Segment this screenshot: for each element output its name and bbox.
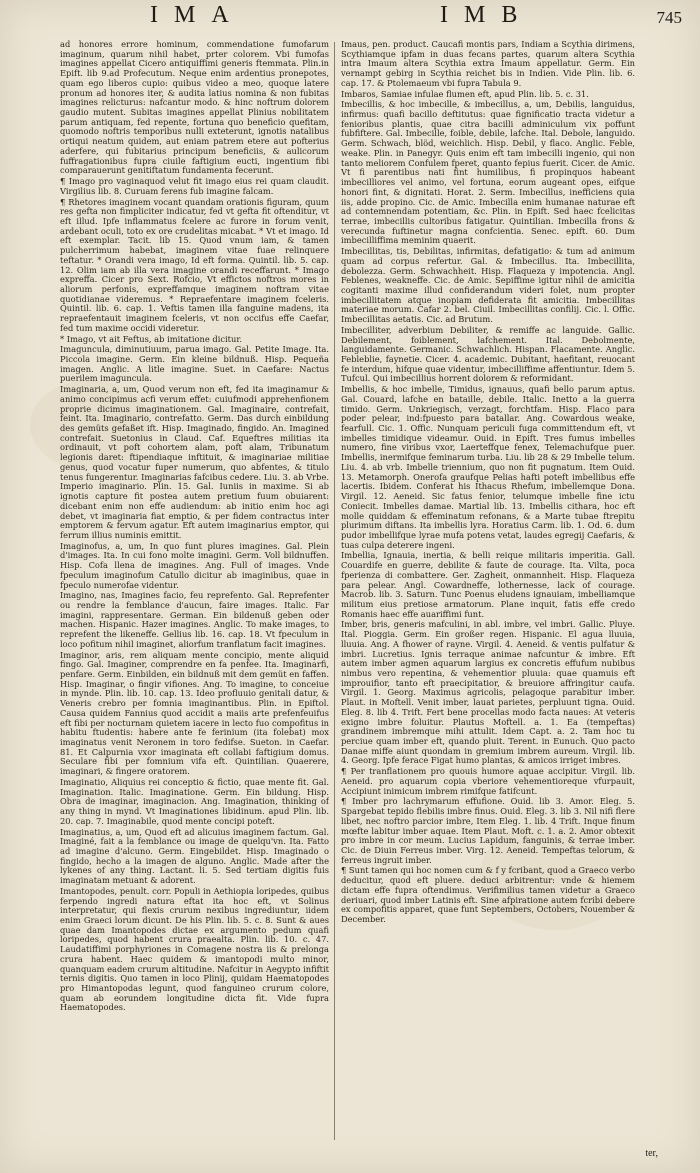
entry-paragraph: ¶ Per tranflationem pro quouis humore aquae accipitur. Virgil. lib. Aeneid. pro aquarum copia vberiore vehementioreque vfurpauit, Accipiunt inimicum imbrem rimifque fatifcunt. [341,766,635,796]
entry-paragraph: Imber, bris, generis mafculini, in abl. imbre, vel imbri. Gallic. Pluye. Ital. Pioggia. Germ. Ein großer regen. Hispanic. El agua lluuia, lluuia. Ang. A fhower of rayne. Virgil. 4. Aeneid. & ventis pulfatur & imbri. Lucretius. Ignis terraque animae nafcuntur & imbre. Eft autem imber agmen aquarum largius ex concretis effufum nubibus nimbus vero repentina, & vehementior pluuia: quae quamuis eft improuifior, tanto eft praecipitatior, & breuiore affringitur caufa. Virgil. 1. Georg. Maximus agricolis, pelagoque parabitur imber. Plaut. in Moftell. Venit imber, lauat parietes, perpluunt tigna. Ouid. Eleg. 8. lib 4. Trift. Fert bene procellas modo facta naues: At veteris exigno imbre foluitur. Plautus Moftell. a. 1. Ea (tempeftas) grandinem imbremque mihi attulit. Idem Capt. a. 2. Tam hoc tu perciue quam imber eft, quando pluit. Terent. in Eunuch. Quo pacto Danae miffe aiunt quondam in gremium imbrem aureum. Virgil. lib. 4. Georg. Ipfe ferace Figat humo plantas, & amicos irriget imbres. [341,619,635,766]
entry-paragraph: Imaginofus, a, um, In quo funt plures imagines. Gal. Plein d'images. Ita. In cui fono molte imagini. Germ. Voll bildnuffen. Hisp. Cofa llena de imagines. Ang. Full of images. Vnde fpeculum imaginofum Catullo dicitur ab imaginibus, quae in fpeculo numerofae videntur. [60,540,329,590]
entry-paragraph: Imaginaria, a, um, Quod verum non eft, fed ita imaginamur & animo concipimus acfi verum effet: cuiufmodi apprehenfionem proprie dicimus imaginationem. Gal. Imaginaire, contrefait, feint. Ita. Imaginario, contrefatto. Germ. Das durch einbildung des gemüts gefaßet ift. Hisp. Imaginado, fingido. An. Imagined contrefait. Suetonius in Claud. Caf. Equeftres militias ita ordinauit, vt poft cohortem alam, poft alam, Tribunatum legionis daret: ftipendiaque inftituit, & imaginariae militiae genus, quod vocatur fuper numerum, quo abfentes, & titulo tenus fungerentur. Imaginarias fafcibus cedere. Liu. 3. ab Vrbe. Imperio imaginario. Plin. 15. Gal. Iuniis in maxime. Si ab ignotis capture fit postea autem pretium fuum obuiarent: dicebant enim non effe audiendum: ab initio enim hoc agi debet, vt imaginaria fiat emptio, & per fidem contractus inter emptorem & fervum agatur. Eft autem imaginarius emptor, qui ferrum illius numinis emittit. [60,384,329,540]
entry-paragraph: Imagino, nas, Imagines facio, feu reprefento. Gal. Reprefenter ou rendre la femblance d'aucun, faire images. Italic. Far imagini, rappresentare. German. Ein bildenuß geben oder machen. Hispanic. Hazer imagines. Anglic. To make images, to reprefent the likeneffe. Gellius lib. 16. cap. 18. Vt fpeculum in loco pofitum nihil imaginet, aliorfum tranflatum facit imagines. [60,590,329,649]
entry-paragraph: ad honores errore hominum, commendatione fumofarum imaginum, quarum nihil habet, prter colorem. Vbi fumofas imagines appellat Cicero antiquiffimi generis ftemmata. Plin.in Epift. lib 9.ad Profecutum. Neque enim ardentius pronepotes, quam ego liberos cupio: quibus video a meo, quoque latere pronum ad honores iter, & audita latius nomina & non fubitas imagines relicturus: nafcantur modo. & hinc noftrum dolorem gaudio mutent. Subitas imagines appellat Plinius nobilitatem parum antiquam, fed repente, fortuna quo beneficio quefitam, quomodo noftris temporibus nulli exteterunt, ignotis natalibus ortiqui neatum quidem, aut eniam patrem etere aut pofterius aderfere, qui fubitarius principum beneficiis, & aulicorum fuffragationibus fupra ciuile faftigium eucti, ingentium fibi comparauerunt genitiftatum fundamenta fecerunt. [60,40,329,176]
running-head-left: IMA [150,2,245,28]
entry-paragraph: Imantopodes, penult. corr. Populi in Aethiopia loripedes, quibus ferpendo ingredi natura eftat ita hoc eft, vt Solinus interpretatur, qui flexis crurum nexibus ingrediuntur, iidem enim Graeci lorum dicunt. De his Plin. lib. 5. c. 8. Sunt & aues quae dam Imantopodes dictae ex argumento pedum quafi loripedes, quod habent crura praealta. Plin. lib. 10. c. 47. Laudatiffimi porphyriones in Comagene nostra iis & prelonga crura habent. Haec quidem & imantopodi multo minor, quanquam eadem crurum altitudine. Nafcitur in Aegypto infiftit ternis digitis. Quo tamen in loco Plinij, quidam Haematopodes pro Himantopodas legunt, quod fanguineo crurum colore, quam ab eorundem longitudine dicta fit. Vide fupra Haematopodes. [60,885,329,1013]
entry-paragraph: Imaus, pen. product. Caucafi montis pars, Indiam a Scythia dirimens, Scythiamque ipfam in duas fecans partes, quarum altera Scythia intra Imaum altera Scythia extra Imaum appellatur. Germ. Ein vernampt gebirg in Scythia reichet bis in Indien. Vide Plin. lib. 6. cap. 17. & Ptolemaeum vbi fupra Tabula 9. [341,40,635,88]
entry-paragraph: Imaguncula, diminutiuum, parua imago. Gal. Petite Image. Ita. Piccola imagine. Germ. Ein kleine bildnuß. Hisp. Pequeña imagen. Anglic. A litle imagine. Suet. in Caefare: Nactus puerilem imaguncula. [60,344,329,384]
entry-paragraph: * Imago, vt ait Feftus, ab imitatione dicitur. [60,333,243,344]
catchword: ter, [645,1148,658,1159]
page-number: 745 [656,8,682,27]
column-rule [334,42,335,1140]
right-column [341,40,635,1142]
entry-paragraph: Imaginatio, Aliquius rei conceptio & fictio, quae mente fit. Gal. Imagination. Italic. Imaginatione. Germ. Ein bildung. Hisp. Obra de imaginar, imaginacion. Ang. Imagination, thinking of any thing in mynd. Vt Imaginationes libidinum. apud Plin. lib. 20. cap. 7. Imaginabile, quod mente concipi poteft. [60,776,329,826]
entry-paragraph: Imaginatius, a, um, Quod eft ad alicuius imaginem factum. Gal. Imaginé, fait a la femblance ou image de quelqu'vn. Ita. Fatto ad imagine d'alcuno. Germ. Eingebildet. Hisp. Imaginado o fingido, hecho a la imagen de alguno. Anglic. Made after the lykenes of any thing. Lactant. li. 5. Sed tertiam digitis fuis imaginatam metuant & adorent. [60,826,329,886]
entry-paragraph: Imbecilliter, adverbium Debiliter, & remiffe ac languide. Gallic. Debilement, foiblement, lafchement. Ital. Debolmente, languidamente. Germanic. Schwachlich. Hispan. Flacamente. Anglic. Febleblie, faynetie. Cicer. 4. academic. Dubitant, haefitant, reuocant fe interdum, hifque quae videntur, imbecilliffime affentiuntur. Idem 5. Tufcul. Qui imbecillius horrent dolorem & reformidant. [341,324,635,384]
entry-paragraph: ¶ Imago pro vaginaquod velut fit imago eius rei quam claudit. Virgilius lib. 8. Curuam ferens fub imagine falcam. [60,176,329,196]
entry-paragraph: Imbaros, Samiae infulae flumen eft, apud Plin. lib. 5. c. 31. [341,88,589,99]
entry-paragraph: Imaginor, aris, rem aliquam mente concipio, mente aliquid fingo. Gal. Imaginer, comprendre en fa penfee. Ita. Imaginarfi, penfare. Germ. Einbilden, ein bildnuß mit dem gemüt en faffen. Hisp. Imaginar, o fingir vifiones. Ang. To imagine, to conceiue in mynde. Plin. lib. 10. cap. 13. Ideo profluuio genitali datur, & Veneris crebro per fomnia imaginantibus. Plin. in Epiftol. Causa quidem Fannius quod accidit a maiis arte prefenfeuifus eft fibi per nocturnam quietem iacere in lecto fuo compofitus in habitu ftudentis: habere ante fe ferinium (ita folebat) mox imaginatus venit Neronem in toro fedifse. Sueton. in Caefar. 81. Et Calpurnia vxor imaginata eft collabi faftigium domus. Seculare fibi per fomnium vifa eft. Quintilian. Quaerere, imaginari, & fingere oratorem. [60,649,329,777]
entry-paragraph: Imbecillitas, tis, Debilitas, infirmitas, defatigatio: & tum ad animum quam ad corpus refertur. Gal. & Imbecillus. Ita. Imbecillita, debolezza. Germ. Schwachheit. Hisp. Flaqueza y impotencia. Angl. Feblenes, weakneffe. Cic. de Amic. Sepiffime igitur nihil de amicitia cogitanti maxime illud confiderandum videri folet, num propter imbecillitatem atque inopiam defiderata fit amicitia. Imbecillitas materiae morum. Cafar 2. bel. Ciuil. Imbecillitas confilij. Cic. l. Offic. Imbecillitas aetatis. Cic. ad Brutum. [341,246,635,325]
entry-paragraph: ¶ Sunt tamen qui hoc nomen cum & f y fcribant, quod a Graeco verbo deducitur, quod eft pluere. deduci arbitrentur: vnde & hiemem dictam effe fupra oftendimus. Verifimilius tamen videtur a Graeco deriuari, quod imber Latinis eft. Sine afpiratione autem fcribi debere ex compofitis apparet, quae funt Septembers, Octobers, Nouember & December. [341,865,635,924]
entry-paragraph: Imbecillis, & hoc imbecille, & imbecillus, a, um, Debilis, languidus, infirmus: quafi bacillo deftitutus: quae fignificatio tracta videtur a fenioribus plantis, quae citra bacilli adminiculum vix poffunt fubfiftere. Gal. Imbecille, foible, debile, lafche. Ital. Debole, languido. Germ. Schwach, blöd, weichlich. Hisp. Debil, y flaco. Anglic. Feble, weake. Plin. in Panegyr. Quis enim eft tam imbecilli ingenio, qui non tanto meliorem Confulem fperet, quanto fepius fuerit. Cicer. de Amic. Vt fi parentibus nati fint humilibus, fi propinquos habeant imbecilliores vel animo, vel fortuna, eorum augeant opes, eifque honori fint, & dignitati. Horat. 2. Serm. Imbecillus, inefficiens quia iis, adde propino. Cic. de Amic. Imbecilla enim humanae naturae eft ad contemnendam potentiam, &c. Plin. in Epift. Sed haec fcelicitas terrae, imbecillis cultoribus fatigatur. Quintilian. Imbecilla frons & verecunda fuftinetur magna confcientia. Senec. epift. 60. Dum imbecilliffima meminim quaerit. [341,99,635,246]
running-head-right: IMB [440,2,534,28]
entry-paragraph: Imbellia, Ignauia, inertia, & belli reique militaris imperitia. Gall. Couardife en guerre, debilite & faute de courage. Ita. Vilta, poca fperienza di combattere. Ger. Zagheit, onmannheit. Hisp. Flaqueza para pelear. Angl. Cowardneffe, lothernesse, lack of courage. Macrob. lib. 3. Saturn. Tunc Poenus eludens ignauiam, imbelliamque militum eius pretiose armatorum. Plane inquit, fatis effe credo Romanis haec effe auariffimi funt. [341,550,635,619]
entry-paragraph: ¶ Imber pro lachrymarum effufione. Ouid. lib 3. Amor. Eleg. 5. Spargebat tepido flebilis imbre finus. Ouid. Eleg. 3. lib 3. Nil nifi flere libet, nec noftro parcior imbre, Item Eleg. 1. lib. 4 Trift. Inque finum mœfte labitur imber aquae. Item Plaut. Moft. c. 1. a. 2. Amor obtexit pro imbre in cor meum. Lucius Lapidum, fanguinis, & terrae imber. Cic. de Diuin Ferreus imber. Virg. 12. Aeneid. Tempeftas telorum, & ferreus ingruit imber. [341,796,635,865]
entry-paragraph: ¶ Rhetores imaginem vocant quandam orationis figuram, quum res gefta non fimpliciter indicatur, fed vt gefta fit oftenditur, vt eft illud. Ipfe inflammatus fcelere ac furore in forum venit, ardebant oculi, toto ex ore crudelitas micabat. * Vt et imago. Id eft exemplar. Tacit. lib 15. Quod vnum iam, & tamen pulcherrimum habebat, imaginem vitae fuae relinquere teftatur. * Orandi vera imago, Id eft forma. Quintil. lib. 5. cap. 12. Olim iam ab illa vera imagine orandi receffarunt. * Imago expreffa. Cicer pro Sext. Rofcio, Vt effictos noftros mores in aliorum perfonis, expreffamque imaginem noftram vitae quotidianae videremus. * Repraefentare imaginem fceleris. Quintil. lib. 6. cap. 1. Veftis tamen illa fanguine madens, ita repraefentauit imaginem fceleris, vt non occifus effe Caefar, fed tum maxime occidi videretur. [60,196,329,333]
entry-paragraph: Imbellis, & hoc imbelle, Timidus, ignauus, quafi bello parum aptus. Gal. Couard, lafche en bataille, debile. Italic. Inetto a la guerra timido. Germ. Unkriegisch, verzagt, forchtfam. Hisp. Flaco para poder pelear, ind:fpuesto para batallar. Ang. Cowardous weake, fearfull. Cic. 1. Offic. Nunquam periculi fuga committendum eft, vt imbelles timidique videamur. Ouid. in Epift. Tres fumus imbelles numero, fine viribus vxor, Laerteffque fenex, Telemachufque puer. Imbellis, inermifque feminarum turba. Liu. lib 28 & 29 Imbelle telum. Liu. 4. ab vrb. Imbelle triennium, quo non fit pugnatum. Item Ouid. 13. Metamorph. Onerofa graufque Pelias hafti poteft imbellibus effe lacertis. Ibidem. Conferat his Ithacus Rhefum, imbellemque Dona. Virgil. 12. Aeneid. Sic fatus fenior, telumque imbelle fine ictu Coniecit. Imbelles damae. Martial lib. 13. Imbellis cithara, hoc eft molle quiddam & effeminatum refonans, & a Marte tubae ftrepitu plurimum diftans. Ita imbellis lyra. Horatius Carm. lib. 1. Od. 6. dum pudor imbellifque lyrae mufa potens vetat, laudes egregij Caefaris, & tuas culpa deterere ingeni. [341,384,635,550]
left-column [60,40,329,1142]
